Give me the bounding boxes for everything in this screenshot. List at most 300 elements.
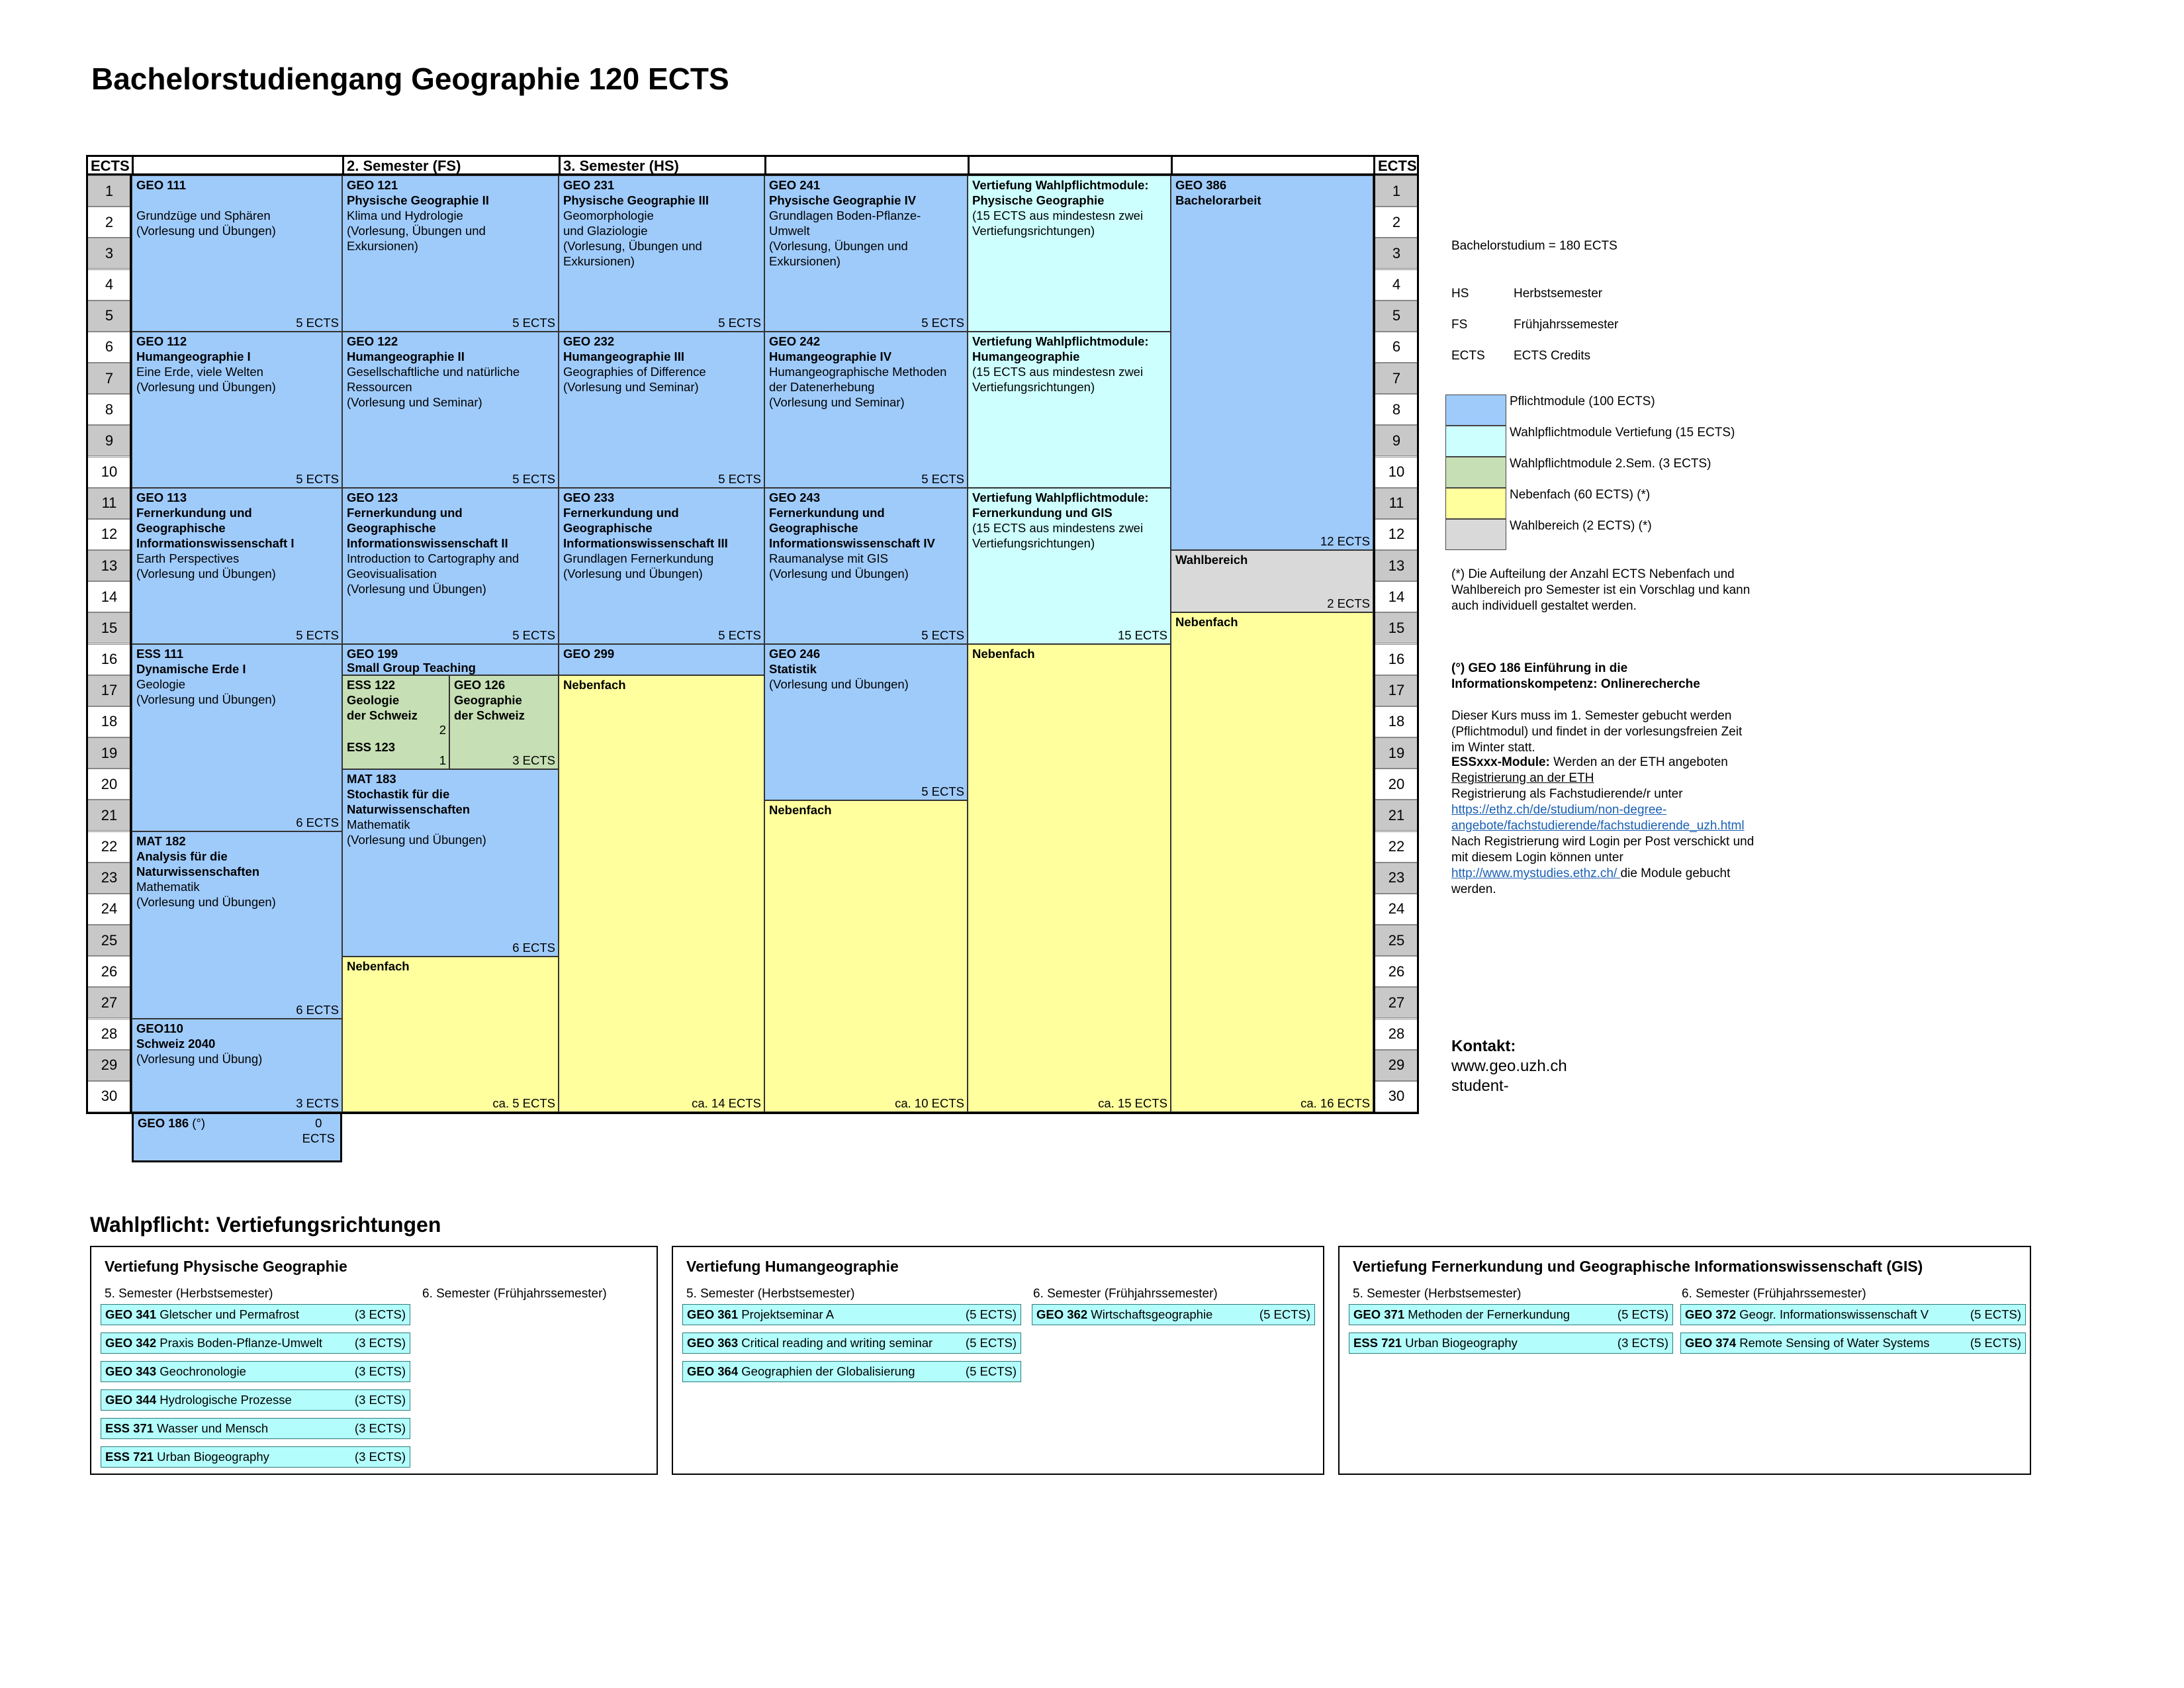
row-number: 14 xyxy=(1375,581,1418,612)
module-name: Fernerkundung und Geographische Informationswissenschaft II xyxy=(347,506,508,550)
chip-name: Gletscher und Permafrost xyxy=(159,1307,300,1321)
module-ess122 xyxy=(342,675,449,769)
row-number: 29 xyxy=(1375,1050,1418,1081)
module-name: Vertiefung Wahlpflichtmodule: Fernerkundung und GIS xyxy=(972,491,1149,520)
module-name: Fernerkundung und Geographische Informationswissenschaft III xyxy=(563,506,728,550)
module-name: Small Group Teaching xyxy=(347,661,476,675)
chip-ects: (5 ECTS) xyxy=(1970,1336,2021,1350)
row-number: 4 xyxy=(1375,269,1418,301)
row-number: 15 xyxy=(87,612,131,643)
abbr-key: FS xyxy=(1451,318,1468,332)
row-number: 6 xyxy=(1375,332,1418,363)
row-number: 1 xyxy=(87,175,131,207)
module-name: Humangeographie I xyxy=(136,350,251,363)
module-code: GEO 386 xyxy=(1175,178,1227,192)
module-chip xyxy=(101,1418,410,1439)
chip-code: GEO 361 xyxy=(687,1307,739,1321)
module-nebenfach-sem6 xyxy=(1171,612,1373,1112)
vertiefung-box xyxy=(90,1246,658,1475)
module-name: Fernerkundung und Geographische Informationswissenschaft I xyxy=(136,506,295,550)
curriculum-grid xyxy=(86,155,1417,1145)
module-ects: 2 ECTS xyxy=(1327,596,1370,610)
module-code: GEO 121 xyxy=(347,178,398,192)
chip-name: Geographien der Globalisierung xyxy=(741,1364,915,1378)
module-name: Wahlbereich xyxy=(1175,553,1248,567)
module-nebenfach-sem5 xyxy=(968,644,1171,1112)
ess-line4: die Module gebucht werden. xyxy=(1451,867,1731,896)
chip-code: GEO 341 xyxy=(105,1307,157,1321)
row-number: 22 xyxy=(87,831,131,863)
chip-ects: (3 ECTS) xyxy=(354,1364,406,1378)
chip-ects: (3 ECTS) xyxy=(1617,1336,1668,1350)
module-name: Humangeographie III xyxy=(563,350,684,363)
ess-title: ESSxxx-Module: xyxy=(1451,755,1550,769)
row-number: 10 xyxy=(1375,457,1418,488)
row-number: 17 xyxy=(1375,675,1418,706)
module-chip xyxy=(101,1304,410,1325)
ess-link-ethz[interactable]: https://ethz.ch/de/studium/non-degree- angebote/fachstudierende/fachstudierende_uzh.html xyxy=(1451,803,1745,833)
abbr-value: ECTS Credits xyxy=(1514,349,1591,363)
row-number: 14 xyxy=(87,581,131,612)
module-name: Nebenfach xyxy=(972,647,1035,661)
chip-ects: (3 ECTS) xyxy=(354,1421,406,1435)
semester-header-1 xyxy=(132,155,342,175)
row-number: 5 xyxy=(1375,301,1418,332)
chip-code: GEO 364 xyxy=(687,1364,739,1378)
wahlpflicht-title: Wahlpflicht: Vertiefungsrichtungen xyxy=(90,1213,441,1237)
module-name: Nebenfach xyxy=(347,959,410,973)
row-number: 13 xyxy=(1375,550,1418,581)
row-number: 2 xyxy=(1375,207,1418,238)
module-geo299 xyxy=(559,644,764,675)
chip-name: Critical reading and writing seminar xyxy=(741,1336,933,1350)
abbr-value: Frühjahrssemester xyxy=(1514,318,1619,332)
module-geo126 xyxy=(449,675,559,769)
module-ects-value: 0 xyxy=(315,1116,322,1130)
chip-name: Wasser und Mensch xyxy=(157,1421,269,1435)
row-number: 22 xyxy=(1375,831,1418,863)
chip-code: GEO 343 xyxy=(105,1364,157,1378)
module-name: Nebenfach xyxy=(769,803,832,817)
module-vertiefung-physische xyxy=(968,175,1171,332)
chip-name: Geogr. Informationswissenschaft V xyxy=(1739,1307,1929,1321)
module-code: GEO 112 xyxy=(136,334,187,348)
row-number: 21 xyxy=(87,800,131,831)
module-desc: (15 ECTS aus mindestesn zwei Vertiefungsrichtungen) xyxy=(972,365,1144,394)
legend-swatch-wahlpflicht-2sem xyxy=(1445,457,1506,488)
module-ects: 5 ECTS xyxy=(512,628,555,642)
module-ects: 5 ECTS xyxy=(921,628,964,642)
module-desc: Mathematik (Vorlesung und Übungen) xyxy=(347,818,486,847)
semester-5-label: 5. Semester (Herbstsemester) xyxy=(1353,1287,1522,1301)
row-number: 16 xyxy=(1375,644,1418,675)
row-number: 23 xyxy=(87,863,131,894)
module-code: GEO 233 xyxy=(563,491,615,504)
chip-name: Urban Biogeography xyxy=(157,1450,269,1464)
module-code: GEO 122 xyxy=(347,334,398,348)
chip-ects: (3 ECTS) xyxy=(354,1450,406,1464)
row-number: 27 xyxy=(1375,987,1418,1018)
module-name: Stochastik für die Naturwissenschaften xyxy=(347,787,471,816)
row-number: 9 xyxy=(87,425,131,456)
vertiefung-title: Vertiefung Humangeographie xyxy=(686,1258,899,1275)
vertiefung-box xyxy=(672,1246,1324,1475)
module-name: Nebenfach xyxy=(1175,615,1238,629)
legend-label: Nebenfach (60 ECTS) (*) xyxy=(1510,488,1651,502)
module-code: GEO110 xyxy=(136,1021,183,1035)
module-desc: Mathematik (Vorlesung und Übungen) xyxy=(136,880,276,909)
module-desc: Raumanalyse mit GIS (Vorlesung und Übungen) xyxy=(769,551,909,581)
module-vertiefung-human xyxy=(968,332,1171,488)
row-number: 28 xyxy=(87,1019,131,1050)
module-desc: (Vorlesung und Übung) xyxy=(136,1052,263,1066)
module-code: GEO 232 xyxy=(563,334,615,348)
chip-ects: (5 ECTS) xyxy=(965,1364,1017,1378)
row-number: 7 xyxy=(87,363,131,394)
module-ects: 5 ECTS xyxy=(921,784,964,798)
row-number: 3 xyxy=(1375,238,1418,269)
module-code: GEO 246 xyxy=(769,647,821,661)
module-geo242 xyxy=(764,332,968,488)
module-ects: 5 ECTS xyxy=(296,628,339,642)
module-chip xyxy=(682,1333,1021,1354)
contact-email[interactable]: student- xyxy=(1451,1077,1509,1095)
module-code: ESS 111 xyxy=(136,647,183,661)
semester-header-2: 2. Semester (FS) xyxy=(342,155,559,175)
module-desc: (15 ECTS aus mindestesn zwei Vertiefungsrichtungen) xyxy=(972,209,1144,238)
module-desc: Grundlagen Boden-Pflanze- Umwelt (Vorlesung, Übungen und Exkursionen) xyxy=(769,209,921,268)
module-chip xyxy=(1680,1304,2026,1325)
chip-code: GEO 374 xyxy=(1685,1336,1737,1350)
module-name: Bachelorarbeit xyxy=(1175,193,1261,207)
legend-label: Wahlbereich (2 ECTS) (*) xyxy=(1510,519,1652,533)
legend-swatch-vertiefung xyxy=(1445,426,1506,457)
module-desc: Geographies of Difference (Vorlesung und Seminar) xyxy=(563,365,706,394)
legend-swatch-wahlbereich xyxy=(1445,519,1506,550)
chip-ects: (3 ECTS) xyxy=(354,1307,406,1321)
module-name: Physische Geographie III xyxy=(563,193,709,207)
row-number: 23 xyxy=(1375,863,1418,894)
chip-ects: (5 ECTS) xyxy=(965,1336,1017,1350)
chip-ects: (5 ECTS) xyxy=(1259,1307,1310,1321)
row-number: 13 xyxy=(87,550,131,581)
note-geo186 xyxy=(1451,645,1742,772)
row-number: 5 xyxy=(87,301,131,332)
module-nebenfach-sem2 xyxy=(342,957,559,1112)
chip-name: Praxis Boden-Pflanze-Umwelt xyxy=(159,1336,323,1350)
module-code: MAT 182 xyxy=(136,834,186,848)
module-ects: 5 ECTS xyxy=(296,472,339,486)
chip-name: Geochronologie xyxy=(159,1364,246,1378)
module-code: GEO 199 xyxy=(347,647,398,661)
module-chip xyxy=(1349,1304,1673,1325)
module-ects: 6 ECTS xyxy=(296,816,339,829)
module-chip xyxy=(1032,1304,1315,1325)
module-geo199 xyxy=(342,644,559,675)
module-ects: 6 ECTS xyxy=(512,941,555,955)
module-ects: 5 ECTS xyxy=(921,316,964,330)
module-ects-ess123: 1 xyxy=(439,753,446,767)
ess-registration: Registrierung an der ETH xyxy=(1451,771,1594,785)
module-desc: Gesellschaftliche und natürliche Ressourcen (Vorlesung und Seminar) xyxy=(347,365,520,409)
chip-code: ESS 721 xyxy=(1353,1336,1402,1350)
module-name: Geographie der Schweiz xyxy=(454,693,525,722)
module-ects: 3 ECTS xyxy=(296,1096,339,1110)
module-ects: 3 ECTS xyxy=(512,753,555,767)
chip-code: GEO 344 xyxy=(105,1393,157,1407)
module-ects: 5 ECTS xyxy=(921,472,964,486)
module-ects: 6 ECTS xyxy=(296,1003,339,1017)
note-star: (*) Die Aufteilung der Anzahl ECTS Nebenfach und Wahlbereich pro Semester ist ein Vorschlag und kann auch individuell gestaltet werden. xyxy=(1451,567,1751,613)
semester-header-3: 3. Semester (HS) xyxy=(559,155,764,175)
module-chip xyxy=(1680,1333,2026,1354)
row-number: 20 xyxy=(1375,769,1418,800)
chip-name: Methoden der Fernerkundung xyxy=(1408,1307,1570,1321)
module-name: Vertiefung Wahlpflichtmodule: Humangeographie xyxy=(972,334,1149,363)
row-number: 7 xyxy=(1375,363,1418,394)
row-number: 12 xyxy=(87,519,131,550)
row-number: 18 xyxy=(87,706,131,737)
row-number: 24 xyxy=(1375,894,1418,925)
module-ects: ca. 10 ECTS xyxy=(895,1096,964,1110)
row-number: 29 xyxy=(87,1050,131,1081)
ess-link-mystudies[interactable]: http://www.mystudies.ethz.ch/ xyxy=(1451,867,1621,880)
chip-name: Wirtschaftsgeographie xyxy=(1091,1307,1213,1321)
module-ects: 12 ECTS xyxy=(1320,534,1370,548)
ess-line1: Werden an der ETH angeboten xyxy=(1549,755,1728,769)
module-code: GEO 126 xyxy=(454,678,506,692)
semester-6-label: 6. Semester (Frühjahrssemester) xyxy=(1682,1287,1866,1301)
module-geo110 xyxy=(132,1019,342,1112)
semester-6-label: 6. Semester (Frühjahrssemester) xyxy=(1033,1287,1218,1301)
row-number: 19 xyxy=(1375,737,1418,769)
contact-title: Kontakt: xyxy=(1451,1037,1516,1055)
row-number: 24 xyxy=(87,894,131,925)
module-ects-unit: ECTS xyxy=(302,1131,335,1145)
module-desc: Grundlagen Fernerkundung (Vorlesung und Übungen) xyxy=(563,551,714,581)
chip-ects: (5 ECTS) xyxy=(965,1307,1017,1321)
module-geo233 xyxy=(559,488,764,644)
chip-code: GEO 363 xyxy=(687,1336,739,1350)
chip-code: GEO 362 xyxy=(1036,1307,1088,1321)
module-name: Schweiz 2040 xyxy=(136,1037,216,1051)
module-name: Nebenfach xyxy=(563,678,626,692)
abbr-key: ECTS xyxy=(1451,349,1485,363)
contact-website[interactable]: www.geo.uzh.ch xyxy=(1451,1057,1567,1075)
module-name: Analysis für die Naturwissenschaften xyxy=(136,849,260,878)
semester-header-5 xyxy=(968,155,1171,175)
module-desc: Earth Perspectives (Vorlesung und Übungen) xyxy=(136,551,276,581)
module-ects: 15 ECTS xyxy=(1117,628,1167,642)
row-number: 9 xyxy=(1375,425,1418,456)
module-chip xyxy=(101,1361,410,1382)
chip-ects: (5 ECTS) xyxy=(1970,1307,2021,1321)
legend-swatch-nebenfach xyxy=(1445,488,1506,519)
vertiefung-box xyxy=(1338,1246,2031,1475)
module-ects: ca. 16 ECTS xyxy=(1300,1096,1370,1110)
row-number: 18 xyxy=(1375,706,1418,737)
module-geo231 xyxy=(559,175,764,332)
module-desc: Geomorphologie und Glaziologie (Vorlesung, Übungen und Exkursionen) xyxy=(563,209,702,268)
ess-line2: Registrierung als Fachstudierende/r unter xyxy=(1451,787,1683,801)
row-number: 2 xyxy=(87,207,131,238)
chip-code: GEO 372 xyxy=(1685,1307,1737,1321)
semester-5-label: 5. Semester (Herbstsemester) xyxy=(105,1287,273,1301)
module-name: Geologie der Schweiz xyxy=(347,693,418,722)
module-ects: ca. 15 ECTS xyxy=(1098,1096,1167,1110)
module-chip xyxy=(101,1389,410,1411)
module-nebenfach-sem4 xyxy=(764,800,968,1112)
module-code: GEO 231 xyxy=(563,178,615,192)
vertiefung-title: Vertiefung Physische Geographie xyxy=(105,1258,347,1275)
module-geo243 xyxy=(764,488,968,644)
module-name: Dynamische Erde I xyxy=(136,662,246,676)
semester-6-label: 6. Semester (Frühjahrssemester) xyxy=(422,1287,607,1301)
module-geo112 xyxy=(132,332,342,488)
note-geo186-title: (°) GEO 186 Einführung in die Informationskompetenz: Onlinerecherche xyxy=(1451,661,1700,691)
contact-block xyxy=(1451,1037,1567,1096)
module-chip xyxy=(101,1333,410,1354)
legend-label: Pflichtmodule (100 ECTS) xyxy=(1510,395,1655,408)
row-number: 17 xyxy=(87,675,131,706)
ects-header-right: ECTS xyxy=(1373,155,1419,175)
module-ects: 5 ECTS xyxy=(718,628,761,642)
row-number: 25 xyxy=(1375,925,1418,956)
module-footnote-mark: (°) xyxy=(192,1116,206,1130)
row-number: 26 xyxy=(1375,956,1418,987)
module-chip xyxy=(1349,1333,1673,1354)
ess-line3: Nach Registrierung wird Login per Post verschickt und mit diesem Login können unter xyxy=(1451,835,1754,865)
row-number: 28 xyxy=(1375,1019,1418,1050)
module-code: ESS 122 xyxy=(347,678,396,692)
module-geo232 xyxy=(559,332,764,488)
legend-label: Wahlpflichtmodule 2.Sem. (3 ECTS) xyxy=(1510,457,1711,471)
row-number: 20 xyxy=(87,769,131,800)
module-ects: 5 ECTS xyxy=(296,316,339,330)
vertiefung-title: Vertiefung Fernerkundung und Geographische Informationswissenschaft (GIS) xyxy=(1353,1258,1923,1275)
module-name: Humangeographie IV xyxy=(769,350,892,363)
chip-name: Hydrologische Prozesse xyxy=(159,1393,292,1407)
module-code: GEO 243 xyxy=(769,491,821,504)
module-geo111 xyxy=(132,175,342,332)
row-number: 26 xyxy=(87,956,131,987)
module-desc: (Vorlesung und Übungen) xyxy=(769,677,909,691)
legend-bachelor: Bachelorstudium = 180 ECTS xyxy=(1451,239,1617,253)
row-number: 1 xyxy=(1375,175,1418,207)
module-code: GEO 111 xyxy=(136,178,187,192)
row-number: 4 xyxy=(87,269,131,301)
row-number: 30 xyxy=(1375,1081,1418,1112)
module-desc: Geologie (Vorlesung und Übungen) xyxy=(136,677,276,706)
module-code: GEO 123 xyxy=(347,491,398,504)
row-number: 8 xyxy=(87,394,131,425)
module-desc: (15 ECTS aus mindestens zwei Vertiefungsrichtungen) xyxy=(972,521,1144,550)
module-chip xyxy=(101,1446,410,1468)
module-ects: ca. 14 ECTS xyxy=(692,1096,761,1110)
chip-code: ESS 721 xyxy=(105,1450,154,1464)
module-geo121 xyxy=(342,175,559,332)
module-code: GEO 113 xyxy=(136,491,187,504)
note-ess xyxy=(1451,755,1754,898)
module-name: Fernerkundung und Geographische Informationswissenschaft IV xyxy=(769,506,935,550)
module-code: GEO 242 xyxy=(769,334,821,348)
module-name: Physische Geographie IV xyxy=(769,193,917,207)
module-code: GEO 186 xyxy=(138,1116,189,1130)
module-code-ess123: ESS 123 xyxy=(347,740,396,754)
row-number: 25 xyxy=(87,925,131,956)
chip-name: Projektseminar A xyxy=(741,1307,835,1321)
module-chip xyxy=(682,1361,1021,1382)
module-ess111 xyxy=(132,644,342,831)
module-ects: 2 xyxy=(439,723,446,737)
module-desc: Introduction to Cartography and Geovisualisation (Vorlesung und Übungen) xyxy=(347,551,520,596)
module-ects: 5 ECTS xyxy=(512,316,555,330)
chip-ects: (3 ECTS) xyxy=(354,1336,406,1350)
module-geo246 xyxy=(764,644,968,800)
row-number: 27 xyxy=(87,987,131,1018)
semester-5-label: 5. Semester (Herbstsemester) xyxy=(686,1287,855,1301)
row-number: 15 xyxy=(1375,612,1418,643)
page-title: Bachelorstudiengang Geographie 120 ECTS xyxy=(91,62,729,96)
module-name: Humangeographie II xyxy=(347,350,465,363)
module-chip xyxy=(682,1304,1021,1325)
row-number: 8 xyxy=(1375,394,1418,425)
module-nebenfach-sem3 xyxy=(559,675,764,1112)
chip-ects: (5 ECTS) xyxy=(1617,1307,1668,1321)
module-ects: 5 ECTS xyxy=(718,472,761,486)
module-geo113 xyxy=(132,488,342,644)
module-ects: 5 ECTS xyxy=(718,316,761,330)
module-ects: ca. 5 ECTS xyxy=(492,1096,555,1110)
row-number: 11 xyxy=(1375,488,1418,519)
abbr-key: HS xyxy=(1451,287,1469,301)
module-geo386 xyxy=(1171,175,1373,550)
module-geo123 xyxy=(342,488,559,644)
chip-name: Urban Biogeography xyxy=(1405,1336,1518,1350)
chip-code: GEO 371 xyxy=(1353,1307,1405,1321)
module-geo186 xyxy=(132,1112,342,1162)
chip-code: GEO 342 xyxy=(105,1336,157,1350)
module-code: GEO 299 xyxy=(563,647,615,661)
chip-ects: (3 ECTS) xyxy=(354,1393,406,1407)
module-geo122 xyxy=(342,332,559,488)
module-ects: 5 ECTS xyxy=(512,472,555,486)
legend-swatch-pflicht xyxy=(1445,395,1506,426)
semester-header-4 xyxy=(764,155,968,175)
row-number: 12 xyxy=(1375,519,1418,550)
semester-header-6 xyxy=(1171,155,1373,175)
module-vertiefung-gis xyxy=(968,488,1171,644)
module-desc: Grundzüge und Sphären (Vorlesung und Übungen) xyxy=(136,209,276,238)
module-mat182 xyxy=(132,831,342,1019)
legend-label: Wahlpflichtmodule Vertiefung (15 ECTS) xyxy=(1510,426,1735,440)
module-code: MAT 183 xyxy=(347,772,396,786)
module-wahlbereich-sem6 xyxy=(1171,550,1373,612)
row-number: 10 xyxy=(87,457,131,488)
module-desc: Klima und Hydrologie (Vorlesung, Übungen und Exkursionen) xyxy=(347,209,486,253)
row-number: 3 xyxy=(87,238,131,269)
row-number: 6 xyxy=(87,332,131,363)
abbr-value: Herbstsemester xyxy=(1514,287,1603,301)
chip-code: ESS 371 xyxy=(105,1421,154,1435)
row-number: 19 xyxy=(87,737,131,769)
note-geo186-body: Dieser Kurs muss im 1. Semester gebucht werden (Pflichtmodul) und findet in der vorlesungsfreien Zeit im Winter statt. xyxy=(1451,709,1743,755)
module-name: Vertiefung Wahlpflichtmodule: Physische Geographie xyxy=(972,178,1149,207)
row-number: 30 xyxy=(87,1081,131,1112)
ects-header-left: ECTS xyxy=(86,155,132,175)
module-name: Physische Geographie II xyxy=(347,193,489,207)
row-number: 11 xyxy=(87,488,131,519)
